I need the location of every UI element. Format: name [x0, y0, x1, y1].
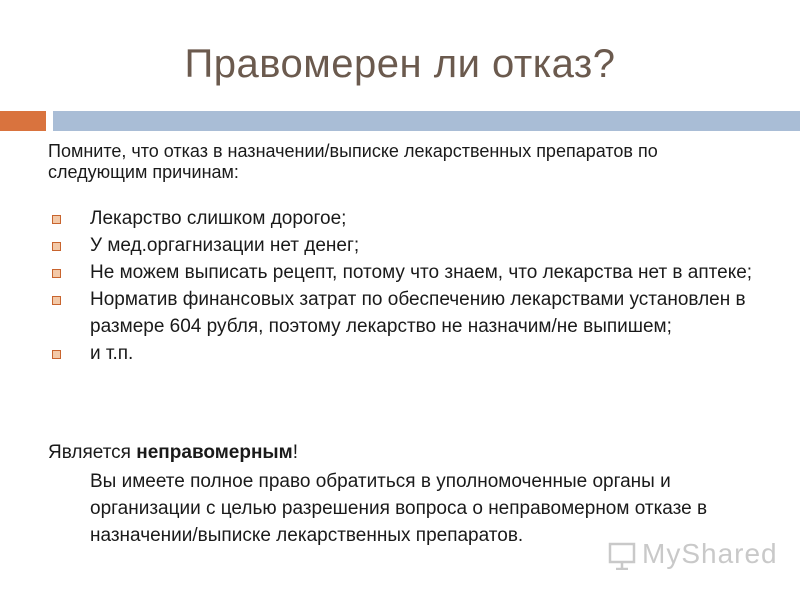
- reason-text: Не можем выписать рецепт, потому что знаем, что лекарства нет в аптеке;: [90, 262, 753, 283]
- detail-text: Вы имеете полное право обратиться в уполномоченные органы и организации с целью разрешения вопроса о неправомерном отказе в назначении/выписке лекарственных препаратов.: [90, 471, 708, 546]
- square-bullet-icon: [52, 296, 61, 305]
- reason-text: У мед.оргагнизации нет денег;: [90, 235, 360, 256]
- accent-bar-blue: [53, 111, 800, 131]
- intro-text: Помните, что отказ в назначении/выписке лекарственных препаратов по следующим причинам:: [48, 141, 658, 182]
- verdict-line: [48, 442, 298, 464]
- square-bullet-icon: [52, 215, 61, 224]
- reason-text: Норматив финансовых затрат по обеспечению лекарствами установлен в размере 604 рубля, поэтому лекарство не назначим/не выпишем;: [90, 289, 746, 337]
- list-item: [48, 232, 788, 259]
- watermark: [608, 538, 778, 572]
- square-bullet-icon: [52, 242, 61, 251]
- reason-text: и т.п.: [90, 343, 134, 364]
- verdict-bold: неправомерным: [136, 442, 293, 463]
- square-bullet-icon: [52, 350, 61, 359]
- reason-text: Лекарство слишком дорогое;: [90, 208, 347, 229]
- list-item: [48, 259, 788, 286]
- watermark-text: MyShared: [642, 538, 778, 569]
- accent-bar-orange: [0, 111, 46, 131]
- list-item: [48, 205, 788, 232]
- watermark-logo-icon: [608, 540, 636, 570]
- list-item: [48, 340, 788, 367]
- reasons-list: [48, 205, 788, 367]
- verdict-suffix: !: [292, 442, 298, 463]
- list-item: [48, 286, 788, 340]
- verdict-prefix: Является: [48, 442, 131, 463]
- square-bullet-icon: [52, 269, 61, 278]
- slide-title: Правомерен ли отказ?: [184, 42, 616, 86]
